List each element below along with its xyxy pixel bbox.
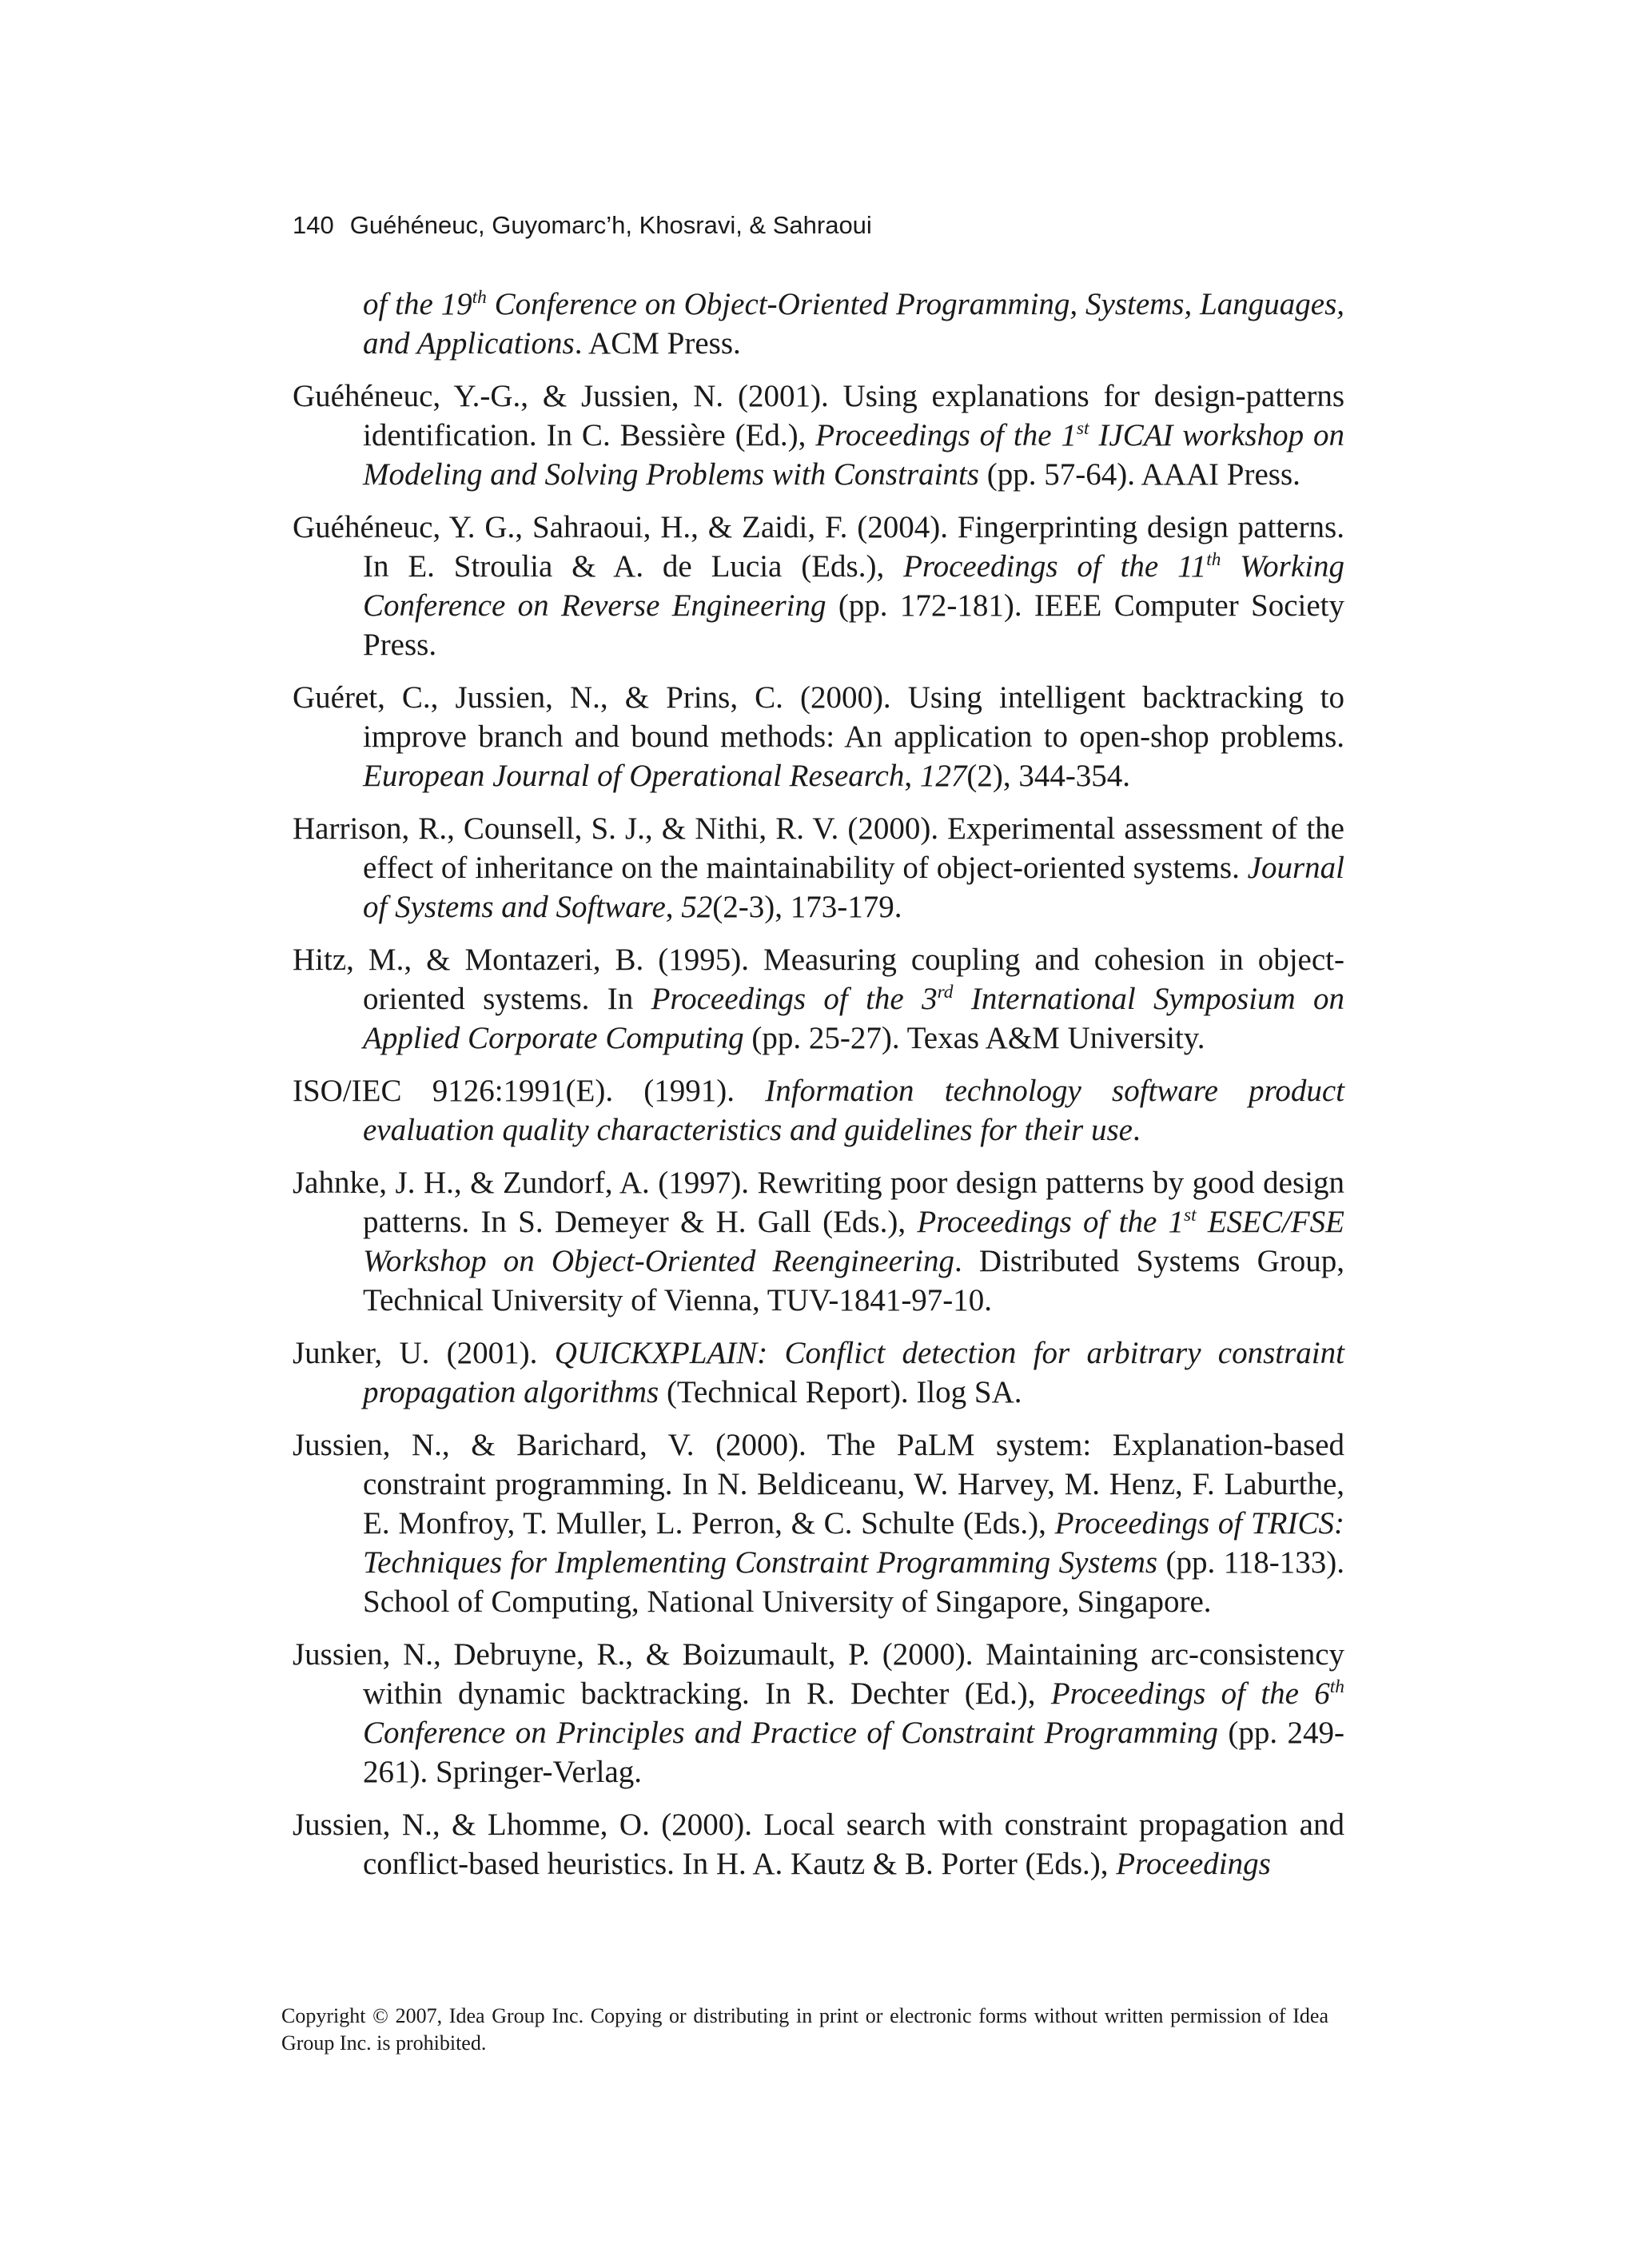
copyright-notice: Copyright © 2007, Idea Group Inc. Copying or distributing in print or electronic forms without written permission of Idea Group Inc. is prohibited.: [281, 2004, 1328, 2055]
italic-text: Working Conference on Reverse Engineering: [363, 549, 1345, 623]
reference-text: Jussien, N., & Lhomme, O. (2000). Local search with constraint propagation and conflict-based heuristics. In H. A. Kautz & B. Porter (Eds.),: [293, 1808, 1344, 1881]
italic-text: IJCAI workshop on Modeling and Solving Problems with Constraints: [363, 418, 1344, 492]
italic-text: Journal of Systems and Software: [363, 851, 1344, 924]
reference-entry: [293, 377, 1344, 494]
italic-text: Conference on Object-Oriented Programming, Systems, Languages, and Applications: [363, 287, 1344, 361]
reference-text: (Technical Report). Ilog SA.: [659, 1375, 1022, 1409]
reference-text: (2-3), 173-179.: [712, 890, 902, 924]
superscript-text: st: [1184, 1205, 1197, 1226]
page-number: 140: [293, 211, 334, 239]
reference-text: ISO/IEC 9126:1991(E). (1991).: [293, 1074, 766, 1108]
running-header-authors: Guéhéneuc, Guyomarc’h, Khosravi, & Sahraoui: [349, 211, 872, 239]
italic-text: Proceedings of TRICS: Techniques for Implementing Constraint Programming Systems: [363, 1506, 1344, 1580]
reference-text: (2), 344-354.: [966, 759, 1131, 793]
italic-text: 127: [919, 759, 967, 793]
reference-text: Hitz, M., & Montazeri, B. (1995). Measuring coupling and cohesion in object-oriented systems. In: [293, 943, 1344, 1016]
reference-entry: [293, 678, 1344, 795]
reference-text: (pp. 118-133). School of Computing, National University of Singapore, Singapore.: [363, 1545, 1344, 1619]
italic-text: Proceedings of the 6: [1050, 1676, 1330, 1711]
reference-text: . Distributed Systems Group, Technical University of Vienna, TUV-1841-97-10.: [363, 1244, 1344, 1317]
reference-text: Junker, U. (2001).: [293, 1336, 555, 1370]
italic-text: Proceedings of the 11: [903, 549, 1207, 584]
reference-text: Guéhéneuc, Y.-G., & Jussien, N. (2001). Using explanations for design-patterns identification. In C. Bessière (Ed.),: [293, 379, 1344, 452]
italic-text: 52: [681, 890, 713, 924]
italic-text: European Journal of Operational Research: [363, 759, 905, 793]
reference-list: [293, 285, 1344, 1897]
superscript-text: rd: [937, 982, 954, 1002]
italic-text: Information technology software product evaluation quality characteristics and guidelines for their use: [363, 1074, 1345, 1147]
reference-entry: [293, 1333, 1344, 1412]
italic-text: Proceedings of the 1: [815, 418, 1077, 452]
reference-text: Jussien, N., & Barichard, V. (2000). The PaLM system: Explanation-based constraint programming. In N. Beldiceanu, W. Harvey, M. Henz, F. Laburthe, E. Monfroy, T. Muller, L. Perron, & C. Schulte (Eds.),: [293, 1428, 1344, 1541]
reference-text: (pp. 57-64). AAAI Press.: [978, 457, 1300, 492]
italic-text: Proceedings: [1116, 1847, 1271, 1881]
reference-text: Guéhéneuc, Y. G., Sahraoui, H., & Zaidi, F. (2004). Fingerprinting design patterns. In E. Stroulia & A. de Lucia (Eds.),: [293, 510, 1344, 584]
reference-entry: [293, 1805, 1344, 1883]
superscript-text: th: [1206, 549, 1221, 570]
reference-text: (pp. 249-261). Springer-Verlag.: [363, 1716, 1344, 1789]
reference-text: Guéret, C., Jussien, N., & Prins, C. (2000). Using intelligent backtracking to improve branch and bound methods: An application to open-shop problems.: [293, 680, 1344, 754]
reference-text: ,: [665, 890, 682, 924]
italic-text: International Symposium on Applied Corporate Computing: [363, 982, 1345, 1055]
reference-text: Harrison, R., Counsell, S. J., & Nithi, R. V. (2000). Experimental assessment of the effect of inheritance on the maintainability of object-oriented systems.: [293, 811, 1344, 885]
italic-text: Proceedings of the 3: [651, 982, 938, 1016]
italic-text: QUICKXPLAIN: Conflict detection for arbitrary constraint propagation algorithms: [363, 1336, 1344, 1409]
reference-entry: [293, 1163, 1344, 1320]
superscript-text: st: [1076, 418, 1089, 439]
running-header: [293, 209, 872, 241]
italic-text: ESEC/FSE Workshop on Object-Oriented Reengineering: [363, 1205, 1345, 1278]
reference-text: Jahnke, J. H., & Zundorf, A. (1997). Rewriting poor design patterns by good design patterns. In S. Demeyer & H. Gall (Eds.),: [293, 1166, 1344, 1239]
reference-text: . ACM Press.: [574, 326, 741, 361]
reference-entry: [293, 1071, 1344, 1150]
superscript-text: th: [1329, 1676, 1344, 1697]
reference-entry-continued: [293, 285, 1344, 363]
italic-text: Conference on Principles and Practice of Constraint Programming: [363, 1716, 1218, 1750]
reference-text: Jussien, N., Debruyne, R., & Boizumault, P. (2000). Maintaining arc-consistency within dynamic backtracking. In R. Dechter (Ed.),: [293, 1637, 1344, 1711]
reference-entry: [293, 940, 1344, 1058]
reference-entry: [293, 508, 1344, 664]
reference-text: .: [1132, 1113, 1141, 1147]
italic-text: Proceedings of the 1: [917, 1205, 1185, 1239]
reference-entry: [293, 1425, 1344, 1621]
reference-entry: [293, 1635, 1344, 1792]
italic-text: of the 19: [363, 287, 472, 321]
reference-text: ,: [904, 759, 920, 793]
reference-entry: [293, 809, 1344, 927]
superscript-text: th: [472, 287, 487, 308]
reference-text: (pp. 172-181). IEEE Computer Society Press.: [363, 588, 1344, 662]
reference-text: (pp. 25-27). Texas A&M University.: [743, 1021, 1205, 1055]
